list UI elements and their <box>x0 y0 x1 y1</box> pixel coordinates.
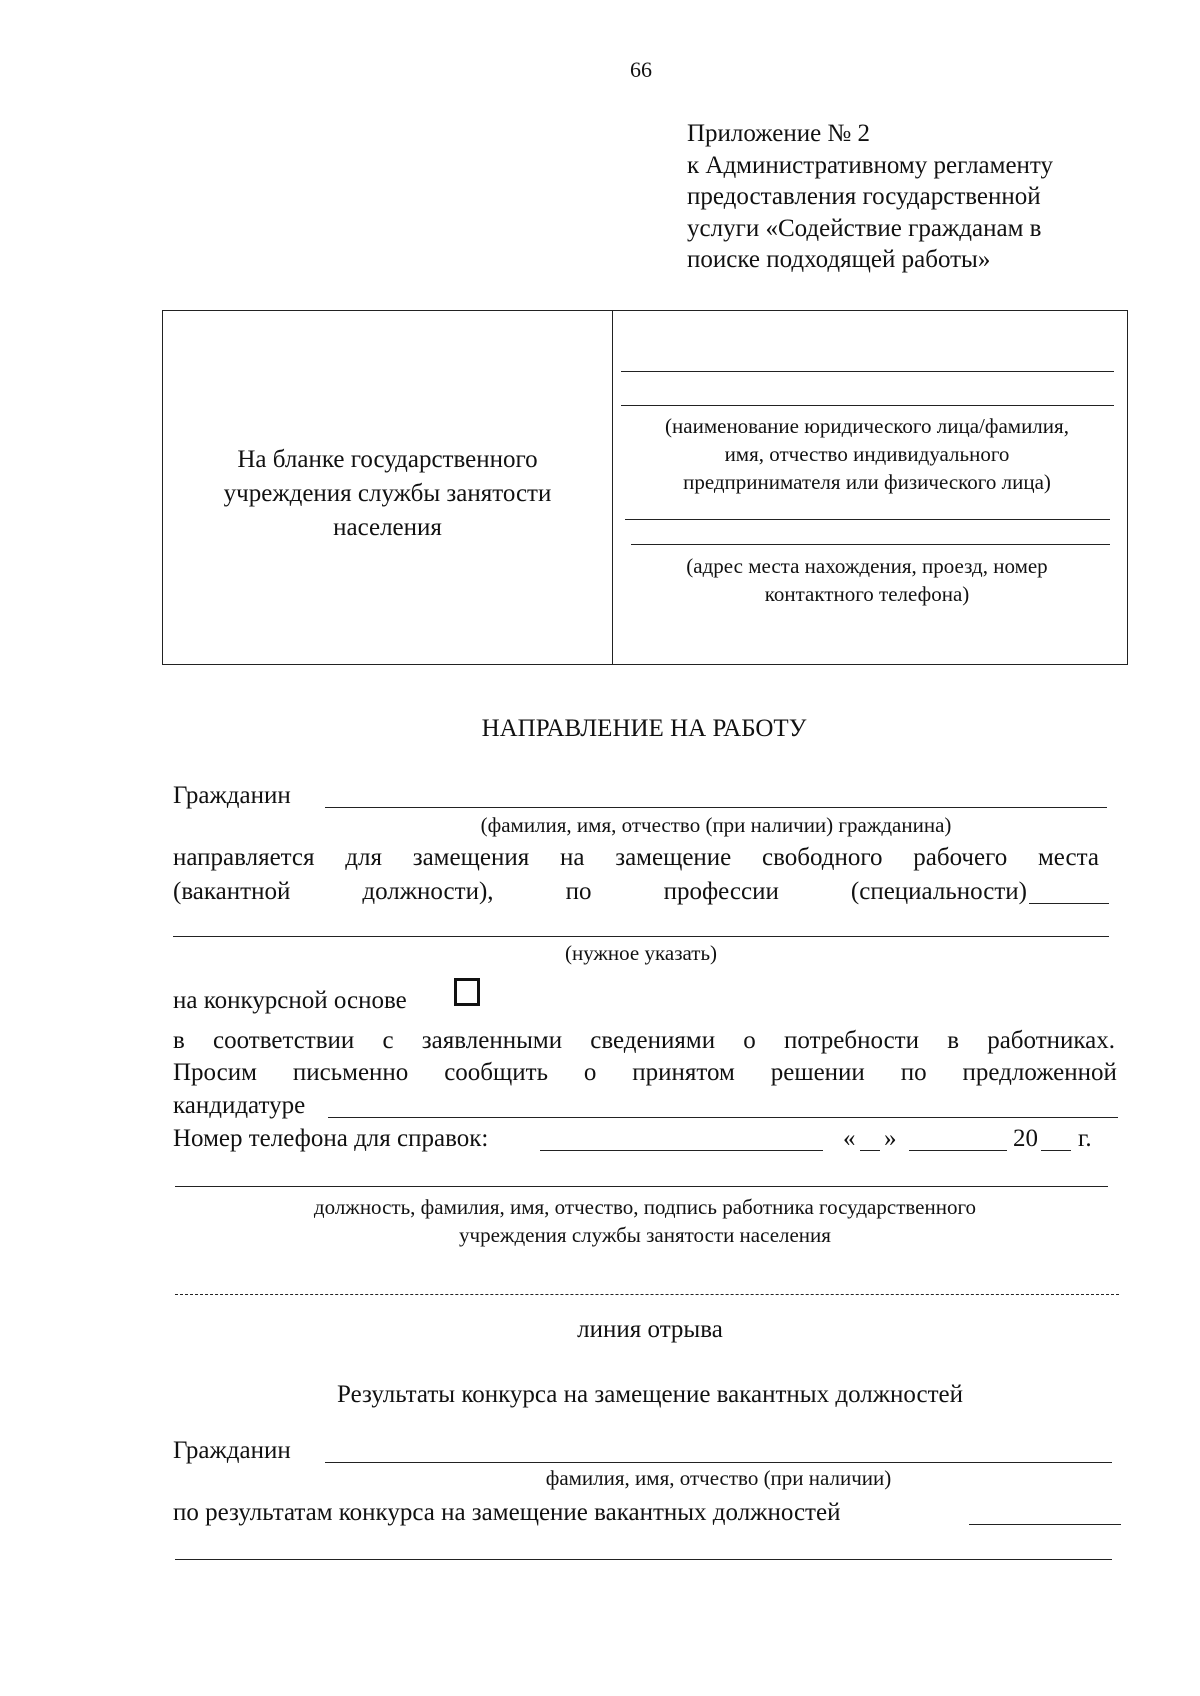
word: замещение <box>615 844 732 871</box>
appendix-line: к Административному регламенту <box>687 151 1054 179</box>
letterhead-note <box>163 443 612 545</box>
date-open-quote: « <box>843 1125 856 1152</box>
word: замещения <box>412 844 530 871</box>
results-citizen-caption: фамилия, имя, отчество (при наличии) <box>545 1466 892 1490</box>
word: на <box>559 844 585 871</box>
word: о <box>743 1027 756 1054</box>
word: (вакантной <box>173 878 291 905</box>
tear-line-label: линия отрыва <box>577 1316 723 1343</box>
word: сообщить <box>444 1059 548 1086</box>
citizen-name-field[interactable] <box>325 807 1107 808</box>
letterhead-note-line: На бланке государственного <box>237 446 538 473</box>
address-line-1[interactable] <box>625 519 1110 520</box>
word: принятом <box>632 1059 735 1086</box>
profession-field-line-2[interactable] <box>173 936 1109 937</box>
results-citizen-label: Гражданин <box>173 1437 291 1464</box>
year-suffix: г. <box>1078 1125 1092 1152</box>
results-label: по результатам конкурса на замещение вакантных должностей <box>173 1499 841 1526</box>
caption-line: (наименование юридического лица/фамилия, <box>665 414 1069 438</box>
referral-line-3 <box>173 1028 1115 1053</box>
letterhead-note-line: учреждения службы занятости <box>223 480 552 507</box>
phone-field[interactable] <box>540 1150 823 1151</box>
word: (специальности) <box>850 878 1027 905</box>
appendix-line: поиске подходящей работы» <box>687 246 991 273</box>
word: по <box>900 1059 927 1086</box>
word: рабочего <box>913 844 1008 871</box>
caption-line: учреждения службы занятости населения <box>459 1223 831 1247</box>
word: в <box>947 1027 959 1054</box>
referral-line-2 <box>173 879 1027 904</box>
word: потребности <box>783 1027 919 1054</box>
word: предложенной <box>962 1059 1117 1086</box>
word: свободного <box>762 844 883 871</box>
address-line-2[interactable] <box>631 544 1110 545</box>
citizen-label: Гражданин <box>173 782 291 809</box>
candidacy-field[interactable] <box>328 1117 1118 1118</box>
tear-line <box>175 1294 1119 1295</box>
date-day-field[interactable] <box>860 1150 880 1151</box>
year-prefix: 20 <box>1013 1125 1038 1152</box>
signature-field[interactable] <box>175 1186 1108 1187</box>
word: работниках. <box>987 1027 1115 1054</box>
competitive-basis-checkbox[interactable] <box>454 978 480 1006</box>
caption-line: (адрес места нахождения, проезд, номер <box>686 554 1048 578</box>
signature-caption <box>175 1193 1115 1249</box>
specify-caption: (нужное указать) <box>564 941 718 965</box>
word: места <box>1037 844 1099 871</box>
word: сведениями <box>590 1027 716 1054</box>
competitive-basis-label: на конкурсной основе <box>173 987 407 1014</box>
caption-line: предпринимателя или физического лица) <box>683 470 1051 494</box>
date-close-quote: » <box>884 1125 897 1152</box>
candidacy-label: кандидатуре <box>173 1092 306 1119</box>
org-name-line-2[interactable] <box>621 405 1114 406</box>
word: письменно <box>292 1059 409 1086</box>
letterhead-note-line: населения <box>333 514 442 541</box>
word: профессии <box>663 878 779 905</box>
phone-label: Номер телефона для справок: <box>173 1125 489 1152</box>
word: для <box>345 844 382 871</box>
results-title: Результаты конкурса на замещение вакантных должностей <box>337 1381 963 1408</box>
word: Просим <box>173 1059 257 1086</box>
date-year-field[interactable] <box>1041 1150 1071 1151</box>
results-citizen-field[interactable] <box>325 1462 1112 1463</box>
org-name-caption <box>612 412 1122 496</box>
org-name-line-1[interactable] <box>621 371 1114 372</box>
profession-field[interactable] <box>1029 903 1109 904</box>
caption-line: имя, отчество индивидуального <box>724 442 1010 466</box>
results-field[interactable] <box>969 1524 1121 1525</box>
word: решении <box>770 1059 865 1086</box>
word: соответствии <box>213 1027 355 1054</box>
referral-line-4 <box>173 1060 1117 1085</box>
word: должности), <box>362 878 494 905</box>
appendix-line: Приложение № 2 <box>687 120 871 147</box>
caption-line: контактного телефона) <box>764 582 970 606</box>
appendix-line: предоставления государственной <box>687 183 1041 210</box>
referral-line-1 <box>173 845 1099 870</box>
citizen-caption: (фамилия, имя, отчество (при наличии) гражданина) <box>480 813 952 837</box>
word: по <box>565 878 592 905</box>
date-month-field[interactable] <box>909 1150 1007 1151</box>
page-number: 66 <box>630 57 652 82</box>
appendix-header <box>687 118 1053 276</box>
appendix-line: услуги «Содействие гражданам в <box>687 214 1042 242</box>
word: заявленными <box>421 1027 563 1054</box>
document-title: НАПРАВЛЕНИЕ НА РАБОТУ <box>481 715 807 742</box>
word: в <box>173 1027 185 1054</box>
word: о <box>583 1059 597 1086</box>
caption-line: должность, фамилия, имя, отчество, подпись работника государственного <box>313 1195 977 1219</box>
address-caption <box>612 552 1122 608</box>
word: направляется <box>173 844 315 871</box>
results-field-line-2[interactable] <box>175 1559 1112 1560</box>
word: с <box>382 1027 394 1054</box>
